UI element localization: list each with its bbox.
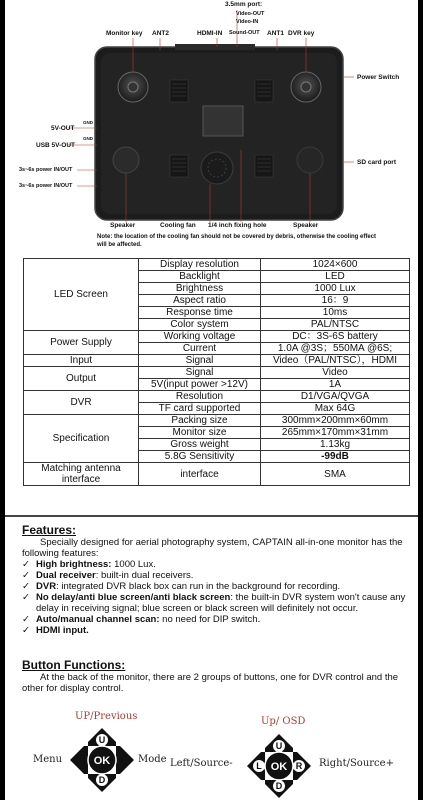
- check-icon: ✓: [22, 592, 30, 603]
- check-icon: ✓: [22, 581, 30, 592]
- list-item: [22, 625, 410, 636]
- speaker-left-label: Speaker: [110, 222, 136, 229]
- feature-title: High brightness:: [36, 559, 112, 570]
- dvr-key-label: DVR key: [288, 30, 315, 37]
- spec-key: 5V(input power >12V): [139, 379, 261, 391]
- group-cell: Matching antenna interface: [24, 463, 139, 486]
- spec-value: 16：9: [261, 295, 410, 307]
- sound-out-label: Sound-OUT: [229, 30, 260, 36]
- check-icon: ✓: [22, 614, 30, 625]
- power-switch-label: Power Switch: [357, 74, 400, 81]
- right-pad-left-label: Left/Source-: [170, 758, 233, 769]
- dpad-ok-text: OK: [93, 755, 111, 767]
- cooling-fan-label: Cooling fan: [160, 222, 196, 229]
- spec-value: PAL/NTSC: [261, 319, 410, 331]
- spec-key: Color system: [139, 319, 261, 331]
- button-functions-intro: At the back of the monitor, there are 2 groups of buttons, one for DVR control and the other for display control.: [22, 672, 399, 694]
- check-icon: ✓: [22, 570, 30, 581]
- feature-title: No delay/anti blue screen/anti black screen: [36, 592, 231, 603]
- feature-text: 1000 Lux.: [111, 559, 156, 570]
- table-row: [24, 463, 410, 486]
- list-item: [22, 592, 410, 614]
- dpad-ok-text: OK: [270, 761, 288, 773]
- spec-key: Response time: [139, 307, 261, 319]
- monitor-key-label: Monitor key: [106, 30, 143, 37]
- features-list: [22, 559, 410, 636]
- usb-5v-out-label: USB 5V-OUT: [36, 142, 76, 149]
- spec-value: 300mm×200mm×60mm: [261, 415, 410, 427]
- hdmi-in-label: HDMI-IN: [197, 30, 223, 37]
- speaker-right-label: Speaker: [293, 222, 319, 229]
- button-functions-section: [22, 658, 410, 694]
- feature-text: : the built-in DVR system won't cause any delay in receiving signal; blue screen or black screen will definitely not occur.: [36, 592, 406, 614]
- dpad-up-letter: U: [98, 735, 106, 745]
- features-intro: Specially designed for aerial photography system, CAPTAIN all-in-one monitor has the following features:: [22, 537, 403, 559]
- spec-key: Gross weight: [139, 439, 261, 451]
- power-in-out-label-1: 3s~6s power IN/OUT: [19, 167, 73, 173]
- group-cell: Output: [24, 367, 139, 391]
- feature-text: no need for DIP switch.: [159, 614, 261, 625]
- spec-key: Working voltage: [139, 331, 261, 343]
- spec-value: SMA: [261, 463, 410, 486]
- ant2-label: ANT2: [152, 30, 169, 37]
- 5v-out-label: 5V-OUT: [51, 125, 75, 132]
- features-section: [22, 523, 410, 636]
- spec-table: [23, 258, 410, 486]
- spec-key: Resolution: [139, 391, 261, 403]
- dvr-dpad[interactable]: [70, 728, 134, 792]
- feature-text: : integrated DVR black box can run in the background for recording.: [56, 581, 341, 592]
- spec-key: Display resolution: [139, 259, 261, 271]
- left-pad-up-label: UP/Previous: [75, 711, 138, 722]
- right-pad-right-label: Right/Source+: [319, 758, 394, 769]
- gnd-label-1: GND: [83, 120, 93, 125]
- spec-value: D1/VGA/QVGA: [261, 391, 410, 403]
- right-pad-up-label: Up/ OSD: [261, 716, 306, 727]
- spec-key: Brightness: [139, 283, 261, 295]
- spec-value: Max 64G: [261, 403, 410, 415]
- group-cell: Power Supply: [24, 331, 139, 355]
- spec-key: TF card supported: [139, 403, 261, 415]
- port-title-label: 3.5mm port:: [225, 1, 263, 8]
- spec-key: Aspect ratio: [139, 295, 261, 307]
- table-row: [24, 331, 410, 343]
- dpad-down-letter: D: [275, 781, 283, 791]
- feature-title: Dual receiver: [36, 570, 96, 581]
- dpad-left-letter: L: [256, 761, 262, 771]
- check-icon: ✓: [22, 625, 30, 636]
- spec-value: -99dB: [261, 451, 410, 463]
- display-dpad[interactable]: [247, 734, 311, 798]
- table-row: [24, 367, 410, 379]
- group-cell: DVR: [24, 391, 139, 415]
- group-cell: LED Screen: [24, 259, 139, 331]
- button-functions-heading: Button Functions:: [22, 658, 126, 672]
- features-heading: Features:: [22, 523, 77, 537]
- list-item: [22, 614, 410, 625]
- section-divider: [5, 515, 418, 517]
- cooling-fan-note: Note: the location of the cooling fan should not be covered by debris, otherwise the cooling effect will be affected.: [97, 234, 377, 248]
- table-row: [24, 415, 410, 427]
- spec-value: 1024×600: [261, 259, 410, 271]
- dpad-left-arrow-icon[interactable]: [70, 746, 88, 774]
- spec-key: 5.8G Sensitivity: [139, 451, 261, 463]
- feature-title: HDMI input.: [36, 625, 89, 636]
- group-cell: Input: [24, 355, 139, 367]
- product-page: [5, 0, 418, 800]
- monitor-back-diagram: [5, 0, 418, 252]
- spec-value: 10ms: [261, 307, 410, 319]
- table-row: [24, 355, 410, 367]
- check-icon: ✓: [22, 559, 30, 570]
- gnd-label-2: GND: [83, 136, 93, 141]
- group-cell: Specification: [24, 415, 139, 463]
- feature-title: DVR: [36, 581, 57, 592]
- dpad-right-letter: R: [295, 761, 303, 771]
- table-row: [24, 391, 410, 403]
- fixing-hole-label: 1/4 inch fixing hole: [208, 222, 267, 229]
- spec-key: interface: [139, 463, 261, 486]
- spec-key: Signal: [139, 367, 261, 379]
- ant1-label: ANT1: [267, 30, 284, 37]
- spec-value: Video: [261, 367, 410, 379]
- spec-value: 265mm×170mm×31mm: [261, 427, 410, 439]
- dpad-right-arrow-icon[interactable]: [116, 746, 134, 774]
- dpad-up-letter: U: [275, 741, 283, 751]
- spec-value: 1.13kg: [261, 439, 410, 451]
- dpad-down-letter: D: [98, 775, 106, 785]
- spec-value: DC：3S-6S battery: [261, 331, 410, 343]
- spec-key: Monitor size: [139, 427, 261, 439]
- list-item: [22, 570, 410, 581]
- list-item: [22, 559, 410, 570]
- sd-card-port-label: SD card port: [357, 159, 397, 166]
- feature-text: : built-in dual receivers.: [95, 570, 194, 581]
- feature-title: Auto/manual channel scan:: [36, 614, 160, 625]
- video-out-label: Video-OUT: [236, 11, 265, 17]
- spec-key: Backlight: [139, 271, 261, 283]
- video-in-label: Video-IN: [236, 19, 259, 25]
- spec-key: Current: [139, 343, 261, 355]
- table-row: [24, 259, 410, 271]
- spec-key: Signal: [139, 355, 261, 367]
- spec-value: Video（PAL/NTSC），HDMI: [261, 355, 410, 367]
- spec-value: 1A: [261, 379, 410, 391]
- spec-value: 1000 Lux: [261, 283, 410, 295]
- spec-key: Packing size: [139, 415, 261, 427]
- list-item: [22, 581, 410, 592]
- left-pad-left-label: Menu: [33, 754, 63, 765]
- left-pad-right-label: Mode: [138, 754, 167, 765]
- spec-value: 1.0A @3S；550MA @6S;: [261, 343, 410, 355]
- spec-value: LED: [261, 271, 410, 283]
- power-in-out-label-2: 3s~6s power IN/OUT: [19, 183, 73, 189]
